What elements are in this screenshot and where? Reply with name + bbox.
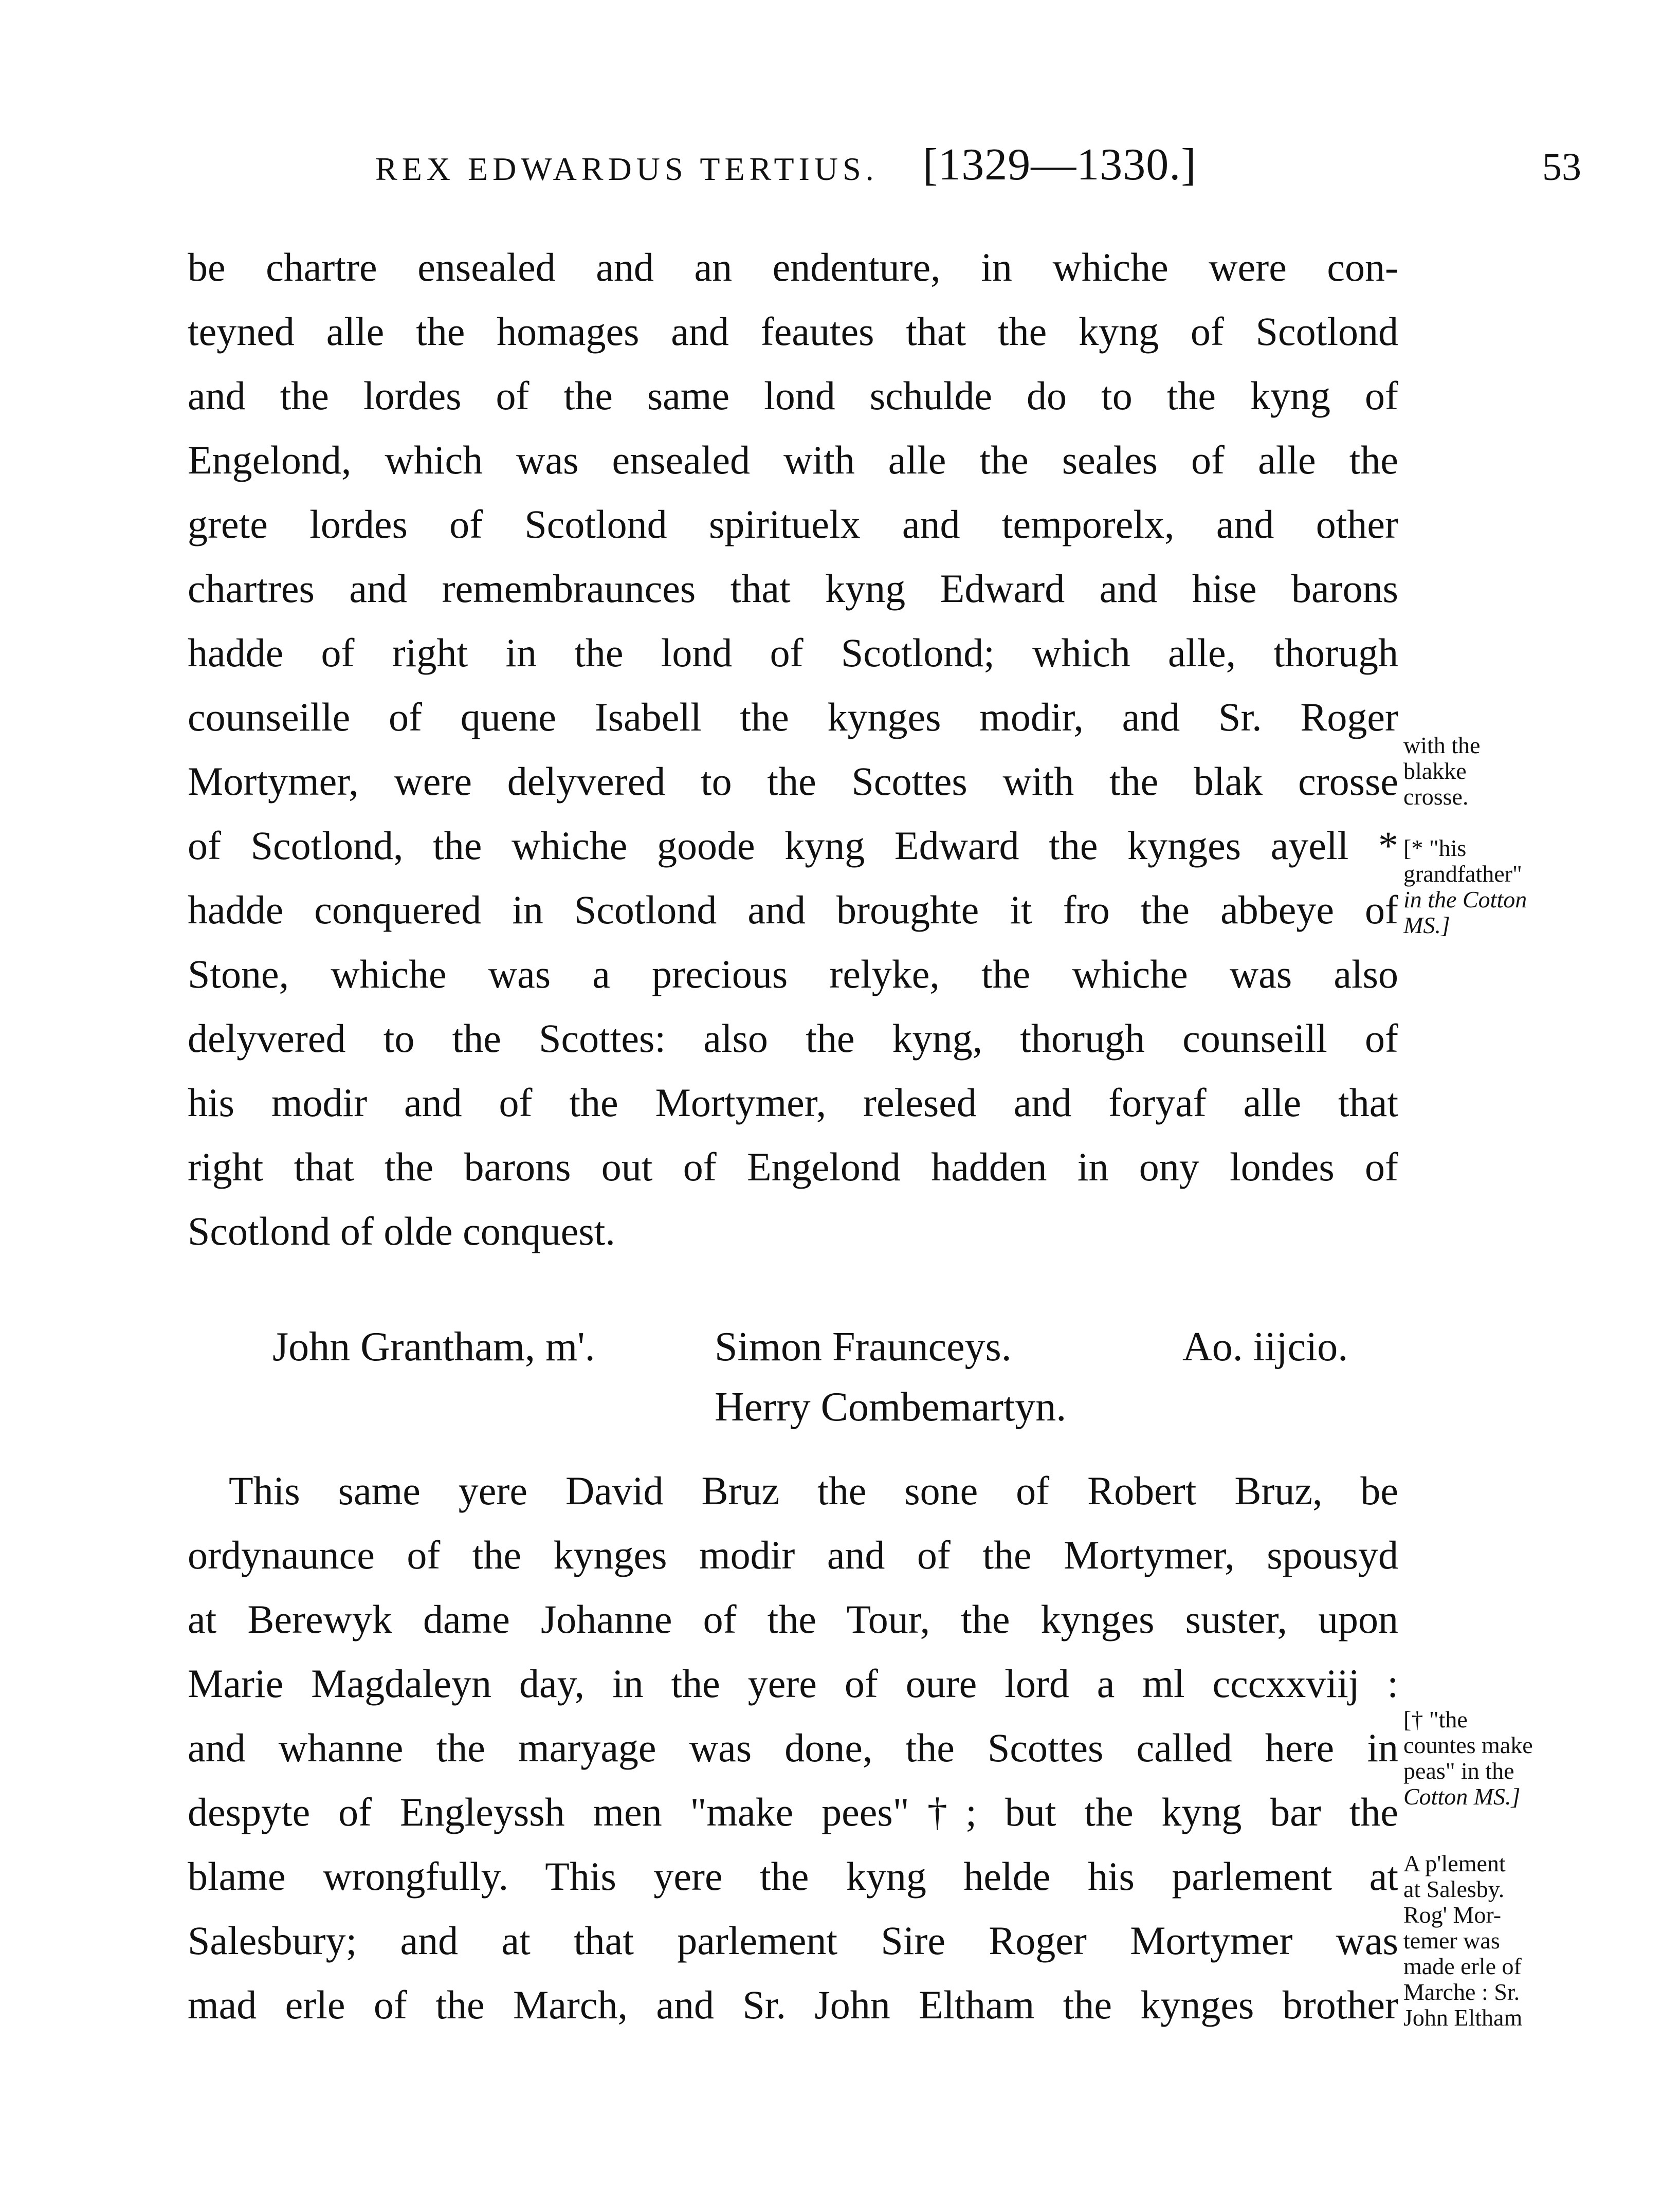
text-line: delyvered to the Scottes: also the kyng, thorugh counseill of bbox=[188, 1016, 1398, 1061]
text-line: ordynaunce of the kynges modir and of the Mortymer, spousyd bbox=[188, 1533, 1398, 1577]
margin-note-line: Marche : Sr. bbox=[1403, 1979, 1520, 2005]
sheriff-name: Simon Fraunceys. bbox=[715, 1324, 1012, 1370]
margin-note-line: made erle of bbox=[1403, 1953, 1522, 1979]
text-line: mad erle of the March, and Sr. John Eltham the kynges brother bbox=[188, 1982, 1398, 2027]
margin-note-line: countes make bbox=[1403, 1732, 1533, 1758]
running-dates: [1329—1330.] bbox=[923, 140, 1197, 190]
text-line: his modir and of the Mortymer, relesed and foryaf alle that bbox=[188, 1080, 1398, 1125]
running-title: REX EDWARDUS TERTIUS. bbox=[375, 151, 879, 187]
margin-note-line: temer was bbox=[1403, 1927, 1500, 1954]
text-line: Stone, whiche was a precious relyke, the whiche was also bbox=[188, 952, 1398, 996]
margin-note-line: [* "his bbox=[1403, 835, 1467, 861]
margin-note-countes bbox=[1403, 1707, 1578, 1810]
text-line: Engelond, which was ensealed with alle the seales of alle the bbox=[188, 437, 1398, 482]
text-line: grete lordes of Scotlond spirituelx and temporelx, and other bbox=[188, 502, 1398, 546]
margin-note-blakke-crosse bbox=[1403, 733, 1578, 810]
margin-note-line: Rog' Mor- bbox=[1403, 1902, 1502, 1928]
text-line: right that the barons out of Engelond hadden in ony londes of bbox=[188, 1144, 1398, 1189]
margin-note-line: John Eltham bbox=[1403, 2004, 1523, 2031]
text-line: at Berewyk dame Johanne of the Tour, the kynges suster, upon bbox=[188, 1597, 1398, 1642]
text-line: Scotlond of olde conquest. bbox=[188, 1209, 615, 1253]
text-line: Salesbury; and at that parlement Sire Roger Mortymer was bbox=[188, 1918, 1398, 1963]
margin-note-line: crosse. bbox=[1403, 783, 1469, 810]
text-line: and whanne the maryage was done, the Scottes called here in bbox=[188, 1725, 1398, 1770]
margin-note-line: in the Cotton bbox=[1403, 886, 1527, 913]
text-line: hadde of right in the lond of Scotlond; which alle, thorugh bbox=[188, 630, 1398, 675]
text-line: hadde conquered in Scotlond and broughte it fro the abbeye of bbox=[188, 887, 1398, 932]
text-line: despyte of Engleyssh men "make pees"†; but the kyng bar the bbox=[188, 1790, 1398, 1834]
regnal-year: Ao. iijcio. bbox=[1182, 1324, 1348, 1370]
mayor-name: John Grantham, m'. bbox=[272, 1324, 595, 1370]
text-line: counseille of quene Isabell the kynges modir, and Sr. Roger bbox=[188, 695, 1398, 739]
margin-note-line: Cotton MS.] bbox=[1403, 1783, 1521, 1810]
text-line: and the lordes of the same lond schulde do to the kyng of bbox=[188, 373, 1398, 418]
text-line: This same yere David Bruz the sone of Robert Bruz, be bbox=[229, 1468, 1398, 1513]
text-line: Mortymer, were delyvered to the Scottes with the blak crosse bbox=[188, 759, 1398, 804]
margin-note-line: at Salesby. bbox=[1403, 1876, 1505, 1902]
text-line: teyned alle the homages and feautes that the kyng of Scotlond bbox=[188, 309, 1398, 354]
running-head bbox=[375, 139, 1568, 195]
text-line: blame wrongfully. This yere the kyng helde his parlement at bbox=[188, 1854, 1398, 1899]
margin-note-line: blakke bbox=[1403, 758, 1467, 784]
margin-note-line: grandfather" bbox=[1403, 861, 1522, 887]
page-number: 53 bbox=[1542, 145, 1581, 189]
text-line: be chartre ensealed and an endenture, in whiche were con- bbox=[188, 245, 1398, 289]
margin-note-parlement bbox=[1403, 1851, 1578, 2031]
margin-note-line: peas" in the bbox=[1403, 1758, 1514, 1784]
text-line: chartres and remembraunces that kyng Edward and hise barons bbox=[188, 566, 1398, 611]
margin-note-line: [† "the bbox=[1403, 1706, 1468, 1733]
margin-note-line: with the bbox=[1403, 732, 1481, 758]
sheriff-name: Herry Combemartyn. bbox=[715, 1384, 1067, 1430]
margin-note-line: MS.] bbox=[1403, 912, 1450, 938]
margin-note-line: A p'lement bbox=[1403, 1850, 1506, 1876]
margin-note-grandfather bbox=[1403, 835, 1578, 938]
text-line: of Scotlond, the whiche goode kyng Edward the kynges ayell * bbox=[188, 823, 1398, 868]
text-line: Marie Magdaleyn day, in the yere of oure lord a ml cccxxviij : bbox=[188, 1661, 1398, 1706]
